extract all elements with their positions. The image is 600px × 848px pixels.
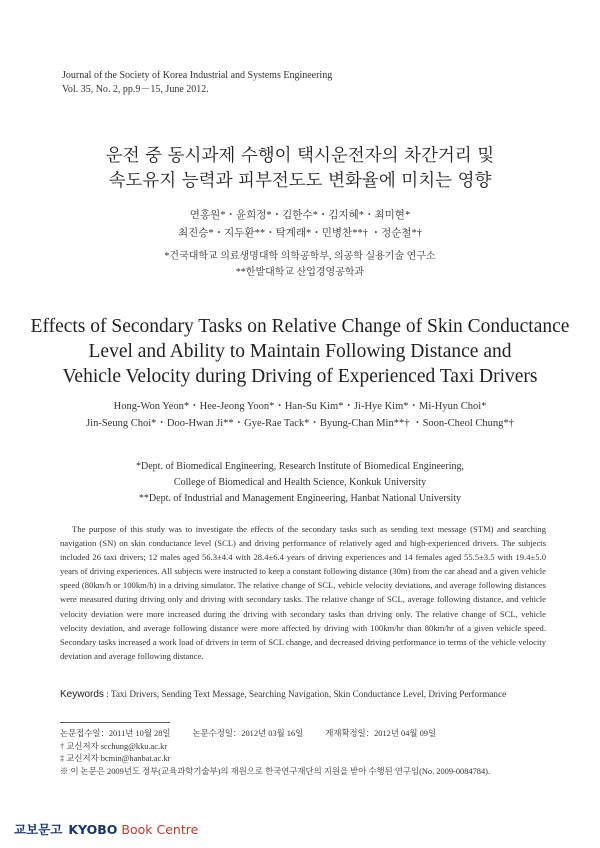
- english-affiliation-line: **Dept. of Industrial and Management Engineering, Hanbat National University: [138, 493, 462, 504]
- abstract: The purpose of this study was to investigate the effects of the secondary tasks such as sending text message (STM) and searching navigation (SN) on skin conductance level (SCL) and driving performance of relatively aged and high-experienced drivers. The subjects included 26 taxi drivers; 12 males aged 56.3±4.4 with 28.4±6.4 years of driving experiences and 14 females aged 55.5±3.5 with 19.4±5.0 years of driving experiences. All subjects were instructed to keep a constant following distance (30m) from the car ahead and a given vehicle speed (80km/h or 100km/h) in a driving simulator. The relative change of SCL, vehicle velocity deviations, and average following distances were measured during driving only and driving with secondary tasks. The relative change of SCL, average following distance, and vehicle velocity deviation were more increased during the driving with secondary tasks than driving only. The relative change of SCL, vehicle velocity deviation, and average following distance were more affected by driving with 100km/hr than 80km/hr of a given vehicle speed. Secondary tasks increased a work load of drivers in term of SCL change, and decreased driving performance in terms of the vehicle velocity deviation and average following distance.: [60, 524, 546, 661]
- english-affiliation-line: *Dept. of Biomedical Engineering, Research Institute of Biomedical Engineering,: [136, 461, 464, 472]
- korean-title-line: 운전 중 동시과제 수행이 택시운전자의 차간거리 및: [105, 146, 495, 166]
- keywords: [60, 689, 506, 700]
- corresponding-author-1: † 교신저자 scchung@kku.ac.kr: [60, 741, 168, 751]
- journal-issue: Vol. 35, No. 2, pp.9－15, June 2012.: [62, 84, 209, 95]
- korean-author-line: 최진승*・지두환**・탁계래*・민병찬**† ・정순철*†: [177, 228, 423, 239]
- watermark-brand: KYOBO: [68, 822, 118, 837]
- kyobo-watermark: [14, 822, 198, 838]
- english-title-line: Vehicle Velocity during Driving of Experienced Taxi Drivers: [62, 366, 538, 387]
- received-date: 논문접수일：2011년 10월 28일: [60, 729, 171, 738]
- submission-dates: [60, 728, 490, 741]
- footnote-rule: [60, 722, 170, 723]
- english-author-line: Hong-Won Yeon*・Hee-Jeong Yoon*・Han-Su Kim*・Ji-Hye Kim*・Mi-Hyun Choi*: [113, 401, 487, 412]
- korean-title: [0, 144, 600, 194]
- revised-date: 논문수정일：2012년 03월 16일: [192, 729, 304, 738]
- english-title-line: Effects of Secondary Tasks on Relative Change of Skin Conductance: [30, 316, 570, 337]
- english-author-line: Jin-Seung Choi*・Doo-Hwan Ji**・Gye-Rae Tack*・Byung-Chan Min**† ・Soon-Cheol Chung*†: [86, 418, 514, 429]
- funding-note: ※ 이 논문은 2009년도 정부(교육과학기술부)의 재원으로 한국연구재단의 지원을 받아 수행된 연구임(No. 2009-0084784).: [60, 766, 491, 776]
- keywords-text: : Taxi Drivers, Sending Text Message, Searching Navigation, Skin Conductance Level, Driving Performance: [103, 689, 507, 699]
- korean-affiliations: [0, 249, 600, 281]
- keywords-label: Keywords: [60, 689, 104, 700]
- journal-header: [62, 69, 332, 97]
- korean-affiliation-line: *건국대학교 의료생명대학 의학공학부, 의공학 실용기술 연구소: [164, 251, 436, 262]
- english-affiliations: [0, 459, 600, 507]
- journal-name: Journal of the Society of Korea Industrial and Systems Engineering: [62, 70, 333, 81]
- footnotes: [60, 728, 490, 778]
- korean-affiliation-line: **한밭대학교 산업경영공학과: [235, 267, 365, 278]
- korean-author-line: 연홍원*・윤희정*・김한수*・김지혜*・최미현*: [189, 210, 411, 221]
- watermark-subtitle: Book Centre: [121, 822, 199, 837]
- corresponding-author-2: ‡ 교신저자 bcmin@hanbat.ac.kr: [60, 754, 171, 763]
- english-title: [0, 314, 600, 389]
- watermark-korean: 교보문고: [14, 822, 63, 837]
- korean-authors: [0, 207, 600, 243]
- korean-title-line: 속도유지 능력과 피부전도도 변화율에 미치는 영향: [108, 171, 492, 191]
- english-title-line: Level and Ability to Maintain Following Distance and: [88, 341, 512, 362]
- english-authors: [0, 398, 600, 432]
- accepted-date: 게재확정일：2012년 04월 09일: [325, 729, 437, 738]
- english-affiliation-line: College of Biomedical and Health Science, Konkuk University: [173, 477, 427, 488]
